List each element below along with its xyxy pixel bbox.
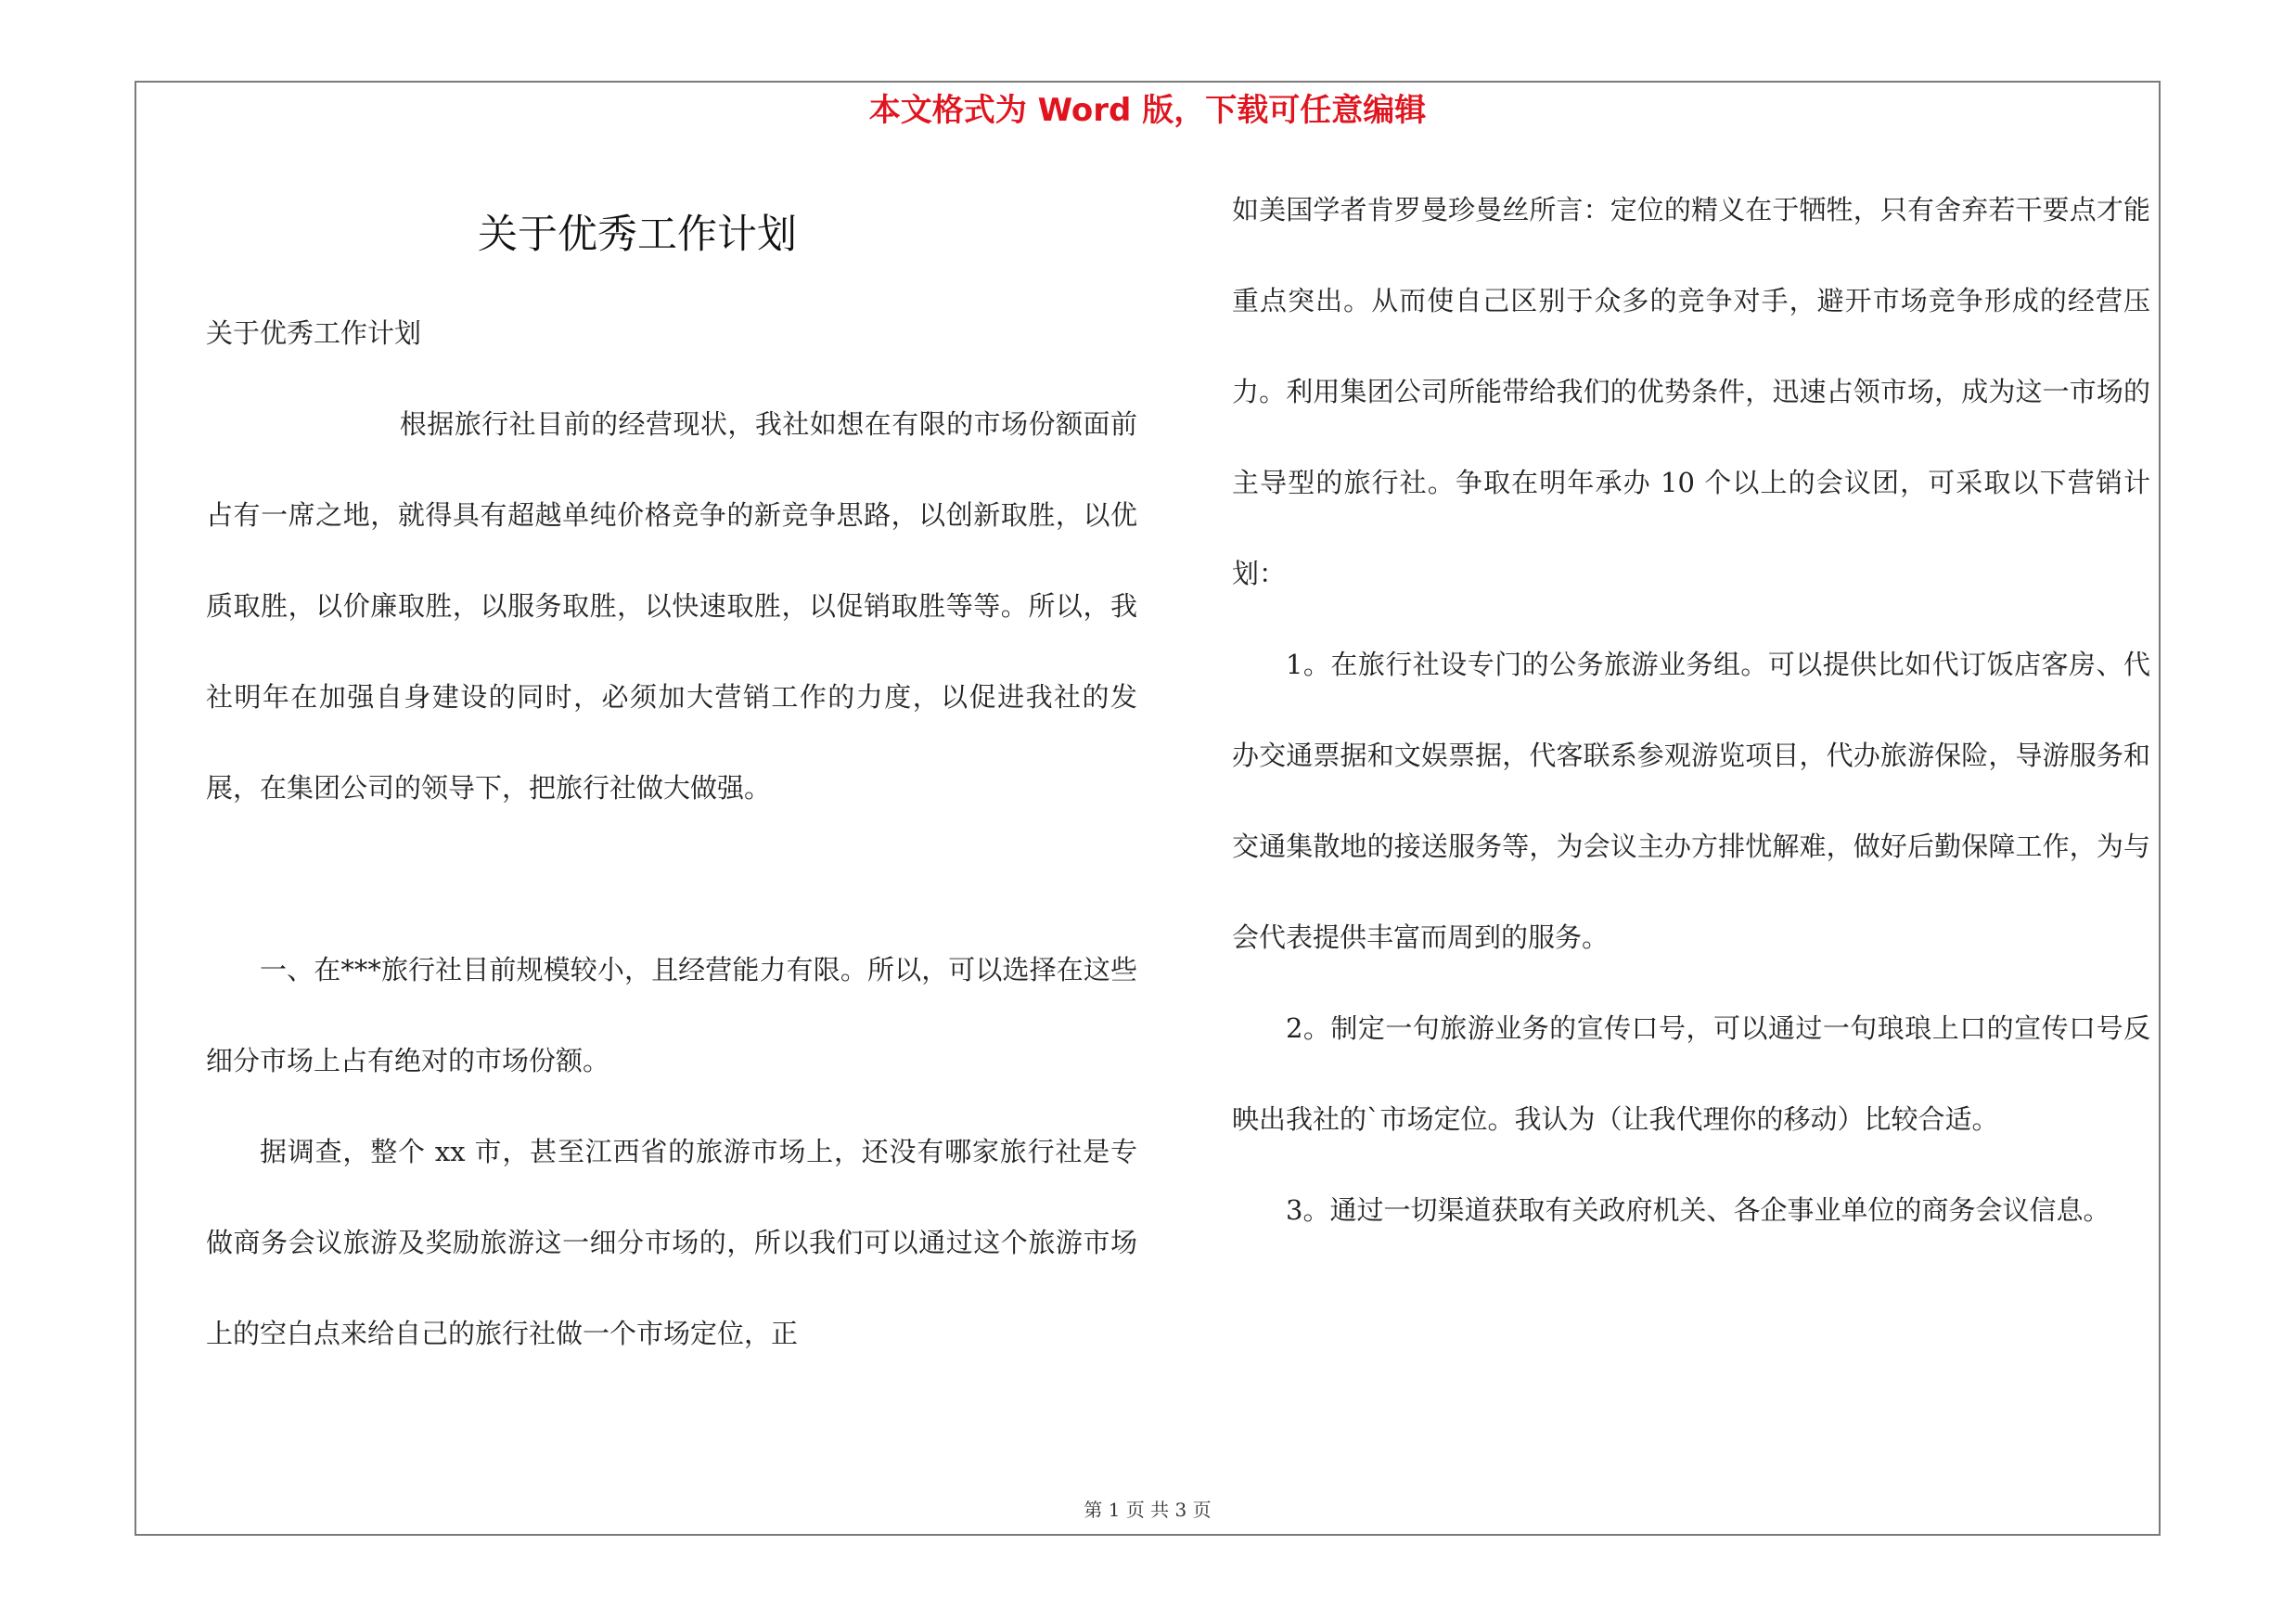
page-indicator: 第 1 页 共 3 页 xyxy=(1084,1499,1212,1521)
document-title: 关于优秀工作计划 xyxy=(478,212,797,258)
list-item: 2。制定一句旅游业务的宣传口号，可以通过一句琅琅上口的宣传口号反映出我社的`市场定位。我认为（让我代理你的移动）比较合适。 xyxy=(1232,1012,2150,1135)
left-column xyxy=(206,288,1137,1379)
body-paragraph: 一、在***旅行社目前规模较小，且经营能力有限。所以，可以选择在这些细分市场上占有绝对的市场份额。 xyxy=(206,954,1137,1076)
format-banner: 本文格式为 Word 版，下载可任意编辑 xyxy=(868,92,1427,129)
body-paragraph: 根据旅行社目前的经营现状，我社如想在有限的市场份额面前占有一席之地，就得具有超越单纯价格竞争的新竞争思路，以创新取胜，以优质取胜，以价廉取胜，以服务取胜，以快速取胜，以促销取胜等等。所以，我社明年在加强自身建设的同时，必须加大营销工作的力度，以促进我社的发展，在集团公司的领导下，把旅行社做大做强。 xyxy=(206,408,1137,804)
list-item: 1。在旅行社设专门的公务旅游业务组。可以提供比如代订饭店客房、代办交通票据和文娱票据，代客联系参观游览项目，代办旅游保险，导游服务和交通集散地的接送服务等，为会议主办方排忧解难，做好后勤保障工作，为与会代表提供丰富而周到的服务。 xyxy=(1232,649,2150,953)
body-paragraph: 据调查，整个 xx 市，甚至江西省的旅游市场上，还没有哪家旅行社是专做商务会议旅游及奖励旅游这一细分市场的，所以我们可以通过这个旅游市场上的空白点来给自己的旅行社做一个市场定位，正 xyxy=(206,1136,1137,1349)
subtitle-paragraph: 关于优秀工作计划 xyxy=(206,317,422,349)
list-item: 3。通过一切渠道获取有关政府机关、各企事业单位的商务会议信息。 xyxy=(1286,1194,2110,1226)
body-paragraph: 如美国学者肯罗曼珍曼丝所言：定位的精义在于牺牲，只有舍弃若干要点才能重点突出。从而使自己区别于众多的竞争对手，避开市场竞争形成的经营压力。利用集团公司所能带给我们的优势条件，迅速占领市场，成为这一市场的主导型的旅行社。争取在明年承办 10 个以上的会议团，可采取以下营销计划： xyxy=(1232,194,2150,589)
right-column xyxy=(1232,164,2150,1256)
